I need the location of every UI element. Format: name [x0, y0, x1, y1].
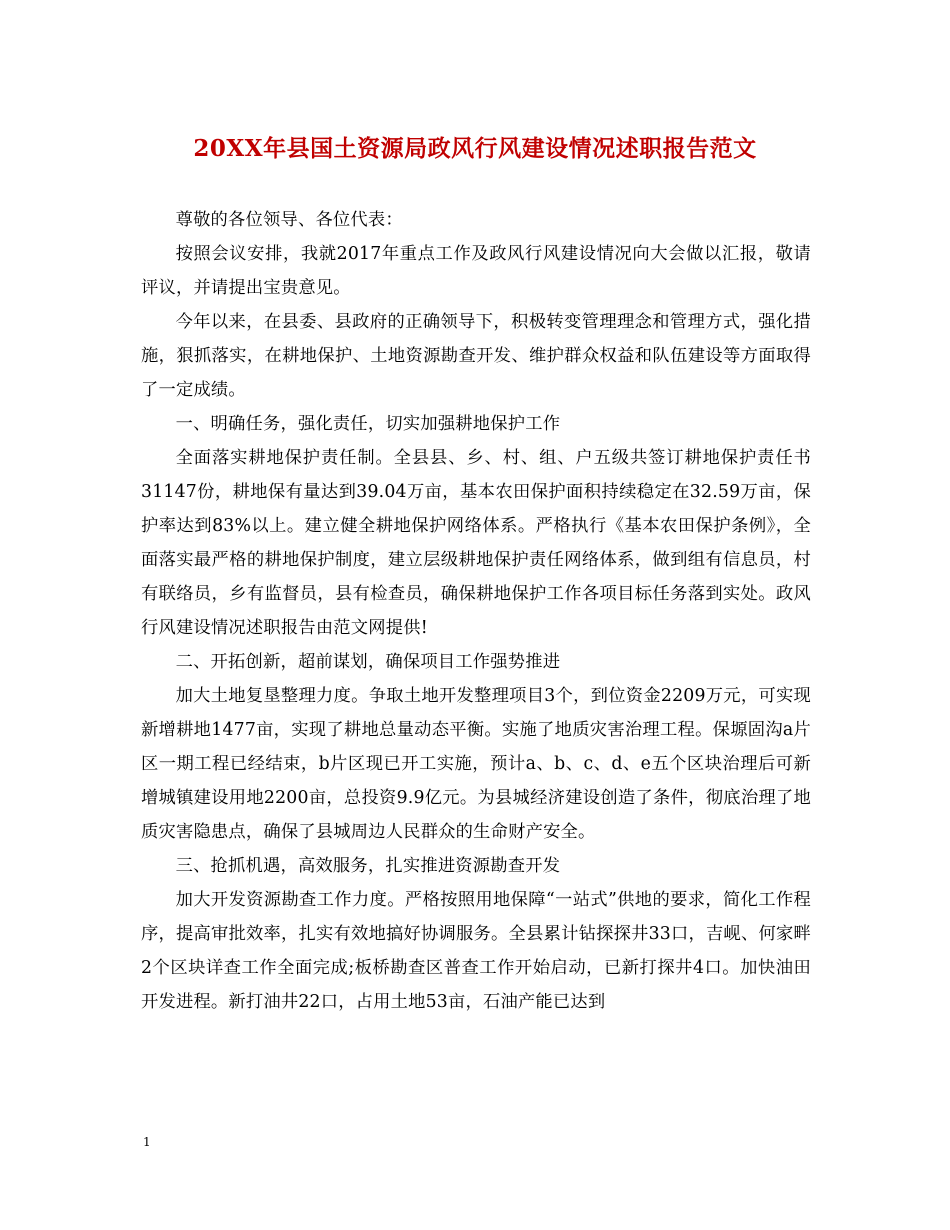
- document-title: 20XX年县国土资源局政风行风建设情况述职报告范文: [193, 135, 757, 162]
- paragraph-section-3: 加大开发资源勘查工作力度。严格按照用地保障“一站式”供地的要求，简化工作程序，提高审批效率，扎实有效地搞好协调服务。全县累计钻探探井33口，吉岘、何家畔2个区块详查工作全面完成;板桥勘查区普查工作开始启动，已新打探井4口。加快油田开发进程。新打油井22口，占用土地53亩，石油产能已达到: [141, 890, 811, 1012]
- paragraph-intro: 按照会议安排，我就2017年重点工作及政风行风建设情况向大会做以汇报，敬请评议，并请提出宝贵意见。: [141, 244, 811, 298]
- section-heading-3: 三、抢抓机遇，高效服务，扎实推进资源勘查开发: [175, 856, 561, 876]
- page-number: 1: [143, 1135, 151, 1149]
- paragraph-overview: 今年以来，在县委、县政府的正确领导下，积极转变管理理念和管理方式，强化措施，狠抓落实，在耕地保护、土地资源勘查开发、维护群众权益和队伍建设等方面取得了一定成绩。: [141, 312, 811, 400]
- paragraph-section-2: 加大土地复垦整理力度。争取土地开发整理项目3个，到位资金2209万元，可实现新增耕地1477亩，实现了耕地总量动态平衡。实施了地质灾害治理工程。保塬固沟a片区一期工程已经结束，b片区现已开工实施，预计a、b、c、d、e五个区块治理后可新增城镇建设用地2200亩，总投资9.9亿元。为县城经济建设创造了条件，彻底治理了地质灾害隐患点，确保了县城周边人民群众的生命财产安全。: [141, 686, 811, 842]
- section-heading-1: 一、明确任务，强化责任，切实加强耕地保护工作: [175, 414, 561, 434]
- section-heading-2: 二、开拓创新，超前谋划，确保项目工作强势推进: [175, 652, 561, 672]
- paragraph-salutation: 尊敬的各位领导、各位代表：: [175, 210, 403, 230]
- paragraph-section-1: 全面落实耕地保护责任制。全县县、乡、村、组、户五级共签订耕地保护责任书31147份，耕地保有量达到39.04万亩，基本农田保护面积持续稳定在32.59万亩，保护率达到83%以上。建立健全耕地保护网络体系。严格执行《基本农田保护条例》，全面落实最严格的耕地保护制度，建立层级耕地保护责任网络体系，做到组有信息员，村有联络员，乡有监督员，县有检查员，确保耕地保护工作各项目标任务落到实处。政风行风建设情况述职报告由范文网提供!: [141, 448, 811, 638]
- document-body: [141, 203, 811, 1019]
